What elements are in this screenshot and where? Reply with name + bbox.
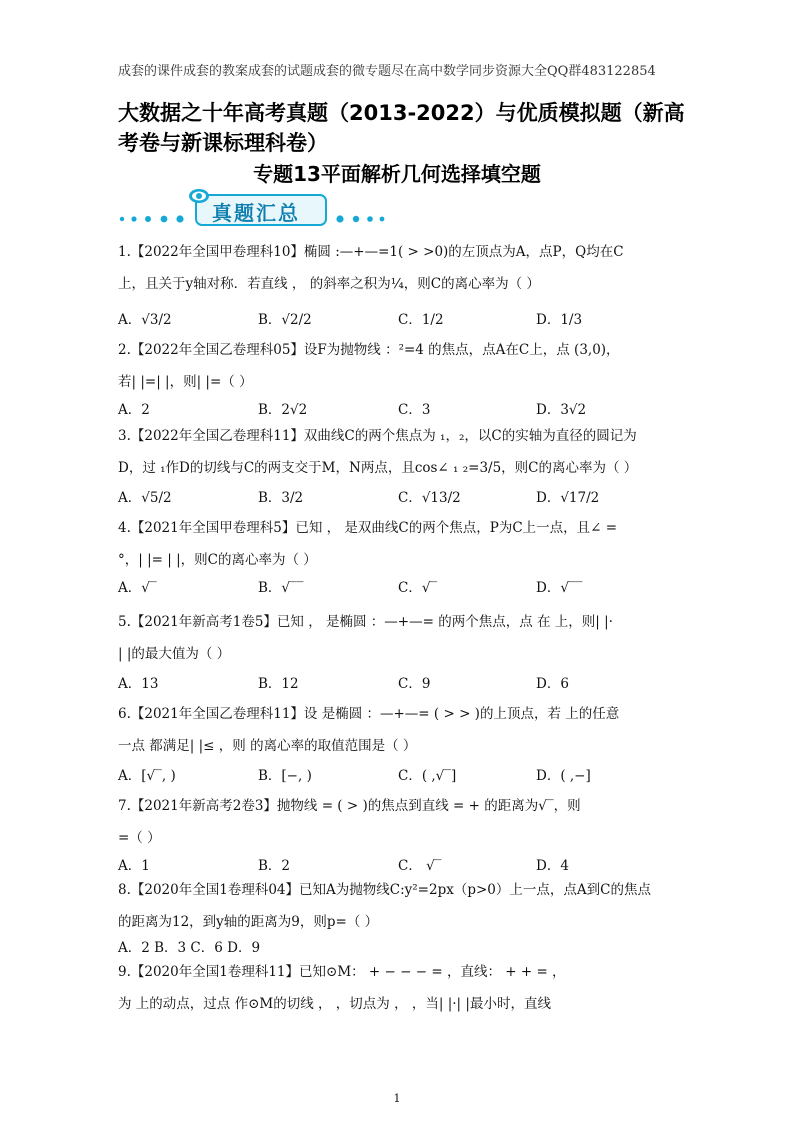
question-line: 为 上的动点，过点 作⊙M的切线 ， ，切点为 ， ，当| |·| |最小时，直线 [118, 996, 551, 1012]
option-d: D．4 [536, 858, 569, 874]
option-b: B．3/2 [258, 490, 304, 506]
options-row [118, 486, 678, 510]
question-7 [118, 790, 678, 854]
question-line: 1.【2022年全国甲卷理科10】椭圆 :—+—=1( > >0)的左顶点为A，点P，Q均在C [118, 244, 624, 260]
option-a: A．√5/2 [118, 490, 172, 506]
options-row [118, 308, 678, 332]
option-c: C．9 [398, 676, 431, 692]
option-a: A．√3/2 [118, 312, 172, 328]
option-a: A．2 [118, 402, 150, 418]
question-line: | |的最大值为（ ） [118, 646, 231, 662]
question-line: 5.【2021年新高考1卷5】已知 ， 是椭圆 ：—+—= 的两个焦点，点 在 上，则| |· [118, 614, 613, 630]
question-2 [118, 334, 678, 398]
option-d: D．( ,−] [536, 768, 591, 784]
option-b: B．√2/2 [258, 312, 312, 328]
option-a: A．1 [118, 858, 150, 874]
option-a: A．[√‾, ) [118, 768, 176, 784]
question-line: 的距离为12，到y轴的距离为9，则p=（ ） [118, 914, 379, 930]
question-line: 一点 都满足| |≤ ，则 的离心率的取值范围是（ ） [118, 738, 417, 754]
question-line: 上，且关于y轴对称．若直线 ， 的斜率之积为¼，则C的离心率为（ ） [118, 276, 540, 292]
question-line: 4.【2021年全国甲卷理科5】已知 ， 是双曲线C的两个焦点，P为C上一点，且∠ = [118, 520, 618, 536]
question-1 [118, 236, 678, 300]
options-row [118, 764, 678, 788]
option-c: C．1/2 [398, 312, 444, 328]
option-c: C．√13/2 [398, 490, 461, 506]
option-d: D．6 [536, 676, 569, 692]
option-c: C． √‾ [398, 858, 442, 874]
option-a: A．√‾ [118, 580, 157, 596]
option-b: B．√‾‾ [258, 580, 304, 596]
option-b: B．2√2 [258, 402, 308, 418]
options-row: A．2 B．3 C．6 D．9 [118, 940, 261, 956]
question-line: 7.【2021年新高考2卷3】抛物线 = ( > )的焦点到直线 = + 的距离为√‾，则 [118, 798, 581, 814]
option-c: C．3 [398, 402, 431, 418]
question-line: 8.【2020年全国1卷理科04】已知A为抛物线C:y²=2px（p>0）上一点，点A到C的焦点 [118, 882, 651, 898]
option-d: D．1/3 [536, 312, 583, 328]
option-c: C．( ,√‾] [398, 768, 457, 784]
option-a: A．13 [118, 676, 159, 692]
question-5 [118, 606, 678, 670]
question-9 [118, 956, 678, 1020]
question-line: 6.【2021年全国乙卷理科11】设 是椭圆 ：—+—= ( > > )的上顶点，若 上的任意 [118, 706, 620, 722]
header-note: 成套的课件成套的教案成套的试题成套的微专题尽在高中数学同步资源大全QQ群483122854 [118, 64, 656, 79]
page-number: 1 [393, 1092, 401, 1105]
question-3 [118, 420, 678, 484]
question-line: 2.【2022年全国乙卷理科05】设F为抛物线 ：²=4 的焦点，点A在C上，点 (3,0)， [118, 342, 620, 358]
option-d: D．√‾‾ [536, 580, 583, 596]
question-line: =（ ） [118, 830, 161, 846]
question-line: D，过 ₁作D的切线与C的两支交于M，N两点，且cos∠ ₁ ₂=3/5，则C的离心率为（ ） [118, 460, 638, 476]
question-line: 9.【2020年全国1卷理科11】已知⊙M： + − − − = ，直线： + + = ， [118, 964, 566, 980]
option-c: C．√‾ [398, 580, 438, 596]
eye-icon [188, 187, 210, 205]
question-line: 若| |=| |，则| |=（ ） [118, 374, 253, 390]
options-row [118, 672, 678, 696]
option-b: B．[−, ) [258, 768, 312, 784]
options-row [118, 576, 678, 600]
section-banner [118, 185, 678, 229]
question-6 [118, 698, 678, 762]
option-d: D．√17/2 [536, 490, 600, 506]
question-4 [118, 512, 678, 576]
option-b: B．12 [258, 676, 299, 692]
option-b: B．2 [258, 858, 291, 874]
sub-title: 专题13平面解析几何选择填空题 [253, 162, 541, 186]
question-8 [118, 874, 678, 938]
options-row [118, 398, 678, 422]
option-d: D．3√2 [536, 402, 587, 418]
question-line: 3.【2022年全国乙卷理科11】双曲线C的两个焦点为 ₁，₂，以C的实轴为直径的圆记为 [118, 428, 637, 444]
question-line: °，| |= | |，则C的离心率为（ ） [118, 552, 317, 568]
banner-label: 真题汇总 [212, 201, 300, 225]
main-title: 大数据之十年高考真题（2013-2022）与优质模拟题（新高考卷与新课标理科卷） [118, 101, 685, 155]
